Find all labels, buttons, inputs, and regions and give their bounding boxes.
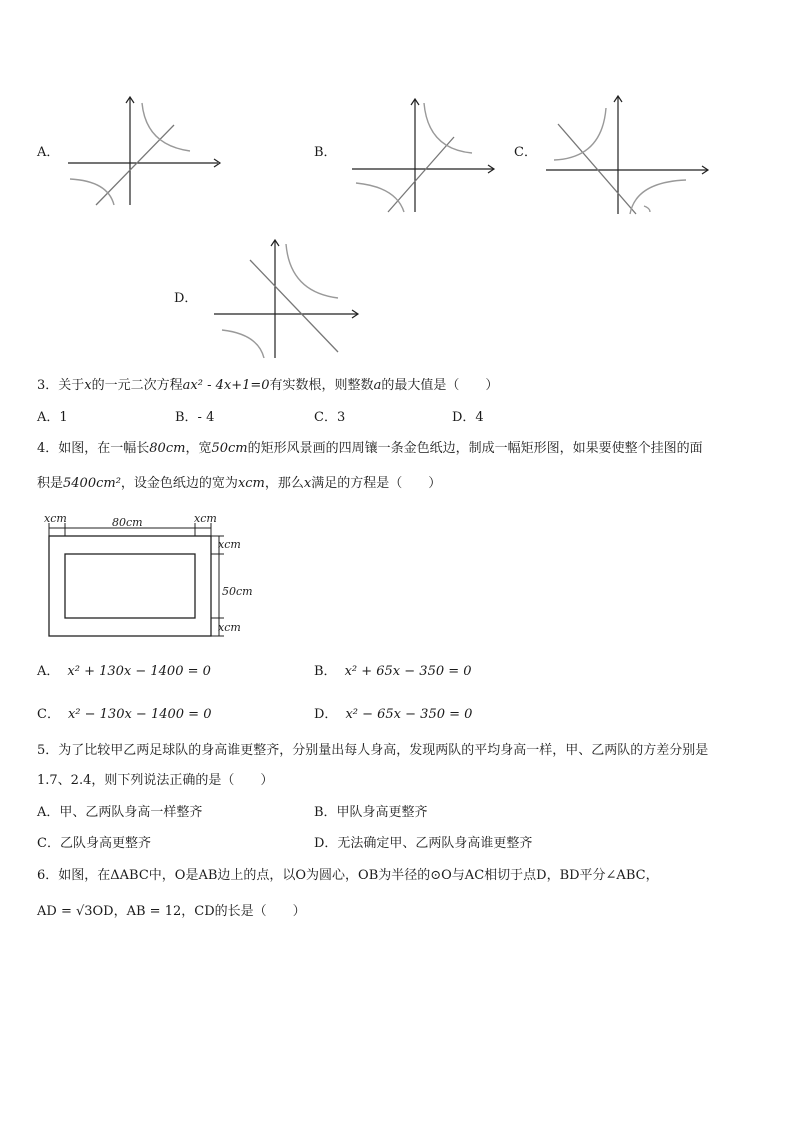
q4-option-a-label: A． — [37, 664, 60, 679]
q4-line2-mid: ，设金色纸边的宽为 — [120, 476, 238, 491]
q3-var-a: a — [373, 378, 382, 393]
q5-option-c[interactable]: C．乙队身高更整齐 — [37, 836, 151, 851]
q4-var-x: x — [303, 476, 312, 491]
q4-line2-end: 满足的方程是（ ） — [311, 476, 442, 491]
fig-top-right-label: xcm — [194, 512, 217, 525]
question-6-line-2: AD = √3OD，AB = 12，CD的长是（ ） — [37, 904, 306, 919]
q5-option-b[interactable]: B．甲队身高更整齐 — [314, 805, 428, 820]
q4-line1-end: 的矩形风景画的四周镶一条金色纸边，制成一幅矩形图，如果要使整个挂图的面 — [247, 441, 703, 456]
q4-line1-pre: 4．如图，在一幅长 — [37, 441, 150, 456]
q4-option-b[interactable] — [314, 660, 472, 679]
fig-right-top-label: xcm — [218, 538, 241, 551]
question-6-line-1: 6．如图，在ΔABC中，O是AB边上的点，以O为圆心，OB为半径的⊙O与AC相切于点D，BD平分∠ABC， — [37, 868, 659, 883]
q4-width: 50cm — [211, 441, 248, 456]
q3-text-mid: 的一元二次方程 — [91, 378, 183, 393]
fig-top-mid-label: 80cm — [112, 516, 143, 529]
option-d-label: D． — [174, 291, 198, 306]
q5-option-a[interactable]: A．甲、乙两队身高一样整齐 — [37, 805, 203, 820]
graph-option-c — [546, 94, 716, 214]
q4-frame-figure — [40, 510, 260, 640]
q5-option-d[interactable]: D．无法确定甲、乙两队身高谁更整齐 — [314, 836, 533, 851]
q3-option-d[interactable]: D．4 — [452, 410, 484, 425]
question-4-line-2 — [37, 472, 441, 491]
q4-line2-mid2: ，那么 — [264, 476, 304, 491]
q4-option-a-equation: x² + 130x − 1400 = 0 — [67, 664, 211, 679]
question-3 — [37, 374, 498, 393]
graph-option-b — [352, 97, 502, 212]
outer-frame — [49, 536, 211, 636]
q4-line2-pre: 积是 — [37, 476, 64, 491]
q3-option-c[interactable]: C．3 — [314, 410, 346, 425]
q4-var: xcm — [237, 476, 265, 491]
inner-picture — [65, 554, 195, 618]
q3-number: 3． — [37, 378, 59, 393]
q4-option-c-equation: x² − 130x − 1400 = 0 — [67, 707, 212, 722]
q3-text-end: 的最大值是（ ） — [381, 378, 499, 393]
q3-equation: ax² - 4x+1=0 — [182, 378, 270, 393]
q3-text-pre: 关于 — [58, 378, 85, 393]
question-4-line-1 — [37, 437, 703, 456]
q4-option-c-label: C． — [37, 707, 60, 722]
q4-option-b-equation: x² + 65x − 350 = 0 — [344, 664, 472, 679]
q4-area: 5400cm² — [63, 476, 121, 491]
q3-text-mid2: 有实数根，则整数 — [269, 378, 374, 393]
fig-right-mid-label: 50cm — [222, 585, 253, 598]
graph-option-d — [214, 238, 364, 358]
q4-option-d[interactable] — [314, 703, 472, 722]
q3-option-a[interactable]: A．1 — [37, 410, 68, 425]
q3-var-x: x — [84, 378, 92, 393]
q4-option-b-label: B． — [314, 664, 337, 679]
option-b-label: B． — [314, 145, 337, 160]
q4-option-d-equation: x² − 65x − 350 = 0 — [345, 707, 473, 722]
q4-option-c[interactable] — [37, 703, 211, 722]
q4-option-a[interactable] — [37, 660, 211, 679]
question-5-line-2: 1.7、2.4，则下列说法正确的是（ ） — [37, 773, 274, 788]
fig-right-bottom-label: xcm — [218, 621, 241, 634]
fig-top-left-label: xcm — [44, 512, 67, 525]
q4-line1-mid: ，宽 — [185, 441, 212, 456]
q4-option-d-label: D． — [314, 707, 338, 722]
q3-option-b[interactable]: B．- 4 — [175, 410, 215, 425]
option-c-label: C． — [514, 145, 537, 160]
q4-length: 80cm — [149, 441, 186, 456]
question-5-line-1: 5．为了比较甲乙两足球队的身高谁更整齐，分别量出每人身高，发现两队的平均身高一样，甲、乙两队的方差分别是 — [37, 743, 709, 758]
graph-option-a — [68, 95, 228, 205]
option-a-label: A． — [37, 145, 60, 160]
